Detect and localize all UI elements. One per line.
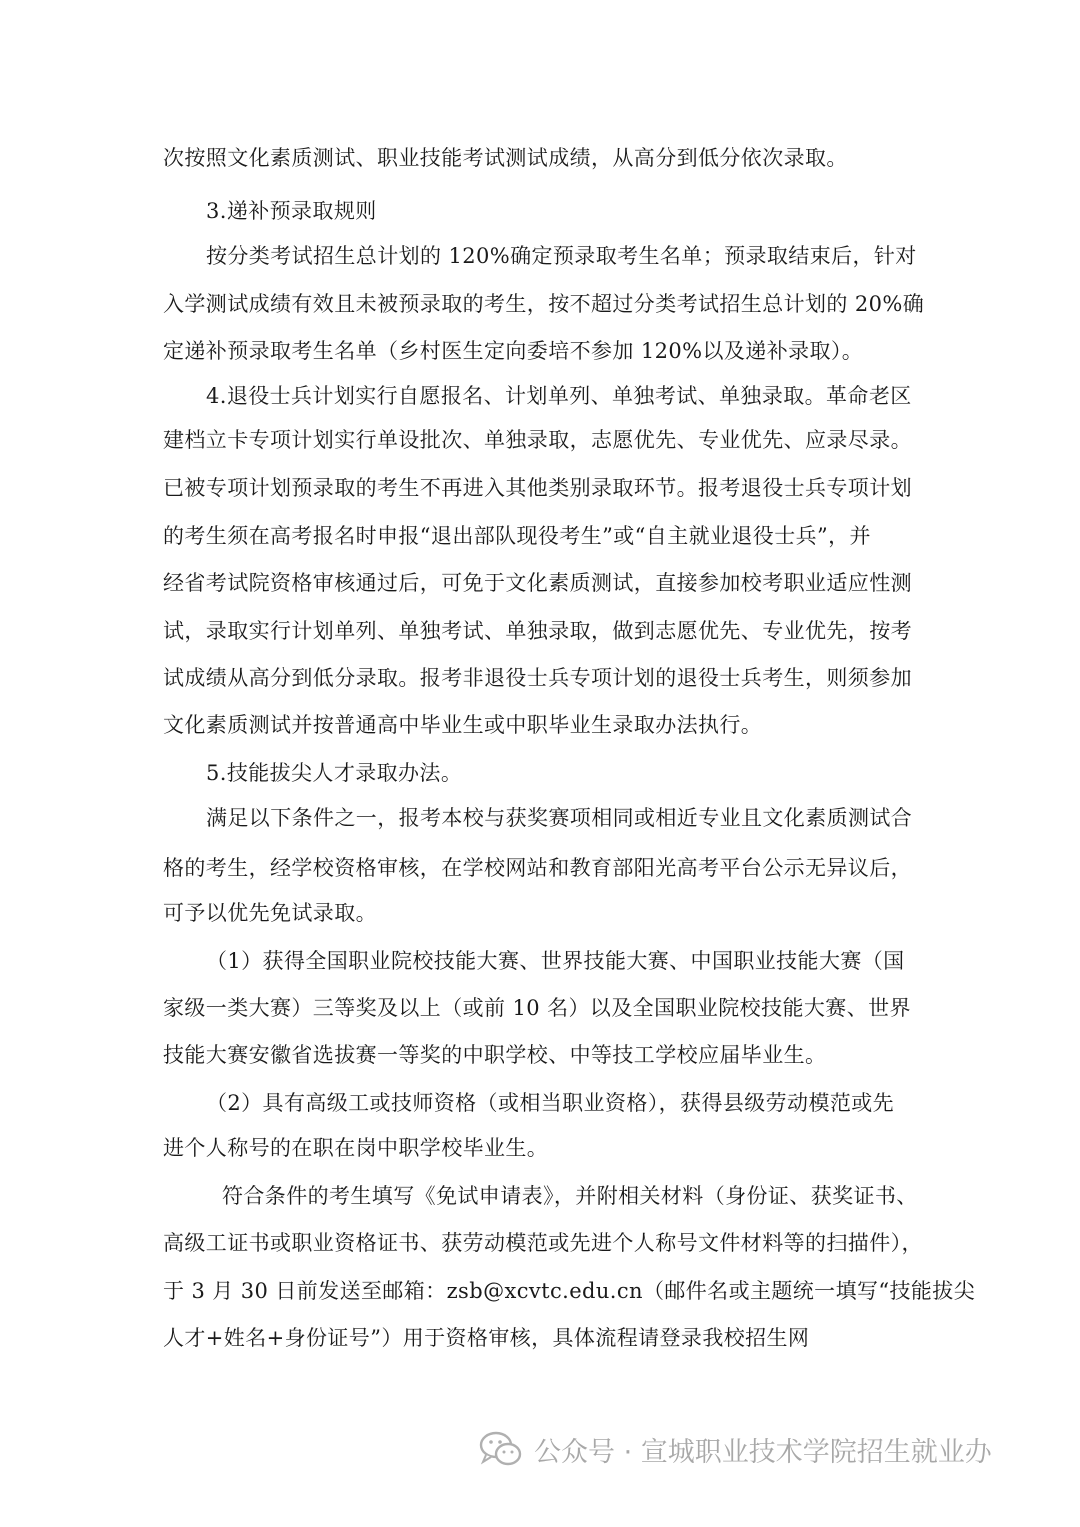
text-line: 建档立卡专项计划实行单设批次、单独录取，志愿优先、专业优先、应录尽录。 [163, 428, 912, 452]
text-line: 经省考试院资格审核通过后，可免于文化素质测试，直接参加校考职业适应性测 [163, 571, 912, 595]
text-line: 可予以优先免试录取。 [163, 901, 377, 925]
text-line: 人才+姓名+身份证号”）用于资格审核，具体流程请登录我校招生网 [163, 1326, 810, 1350]
text-line: 的考生须在高考报名时申报“退出部队现役考生”或“自主就业退役士兵”，并 [163, 524, 871, 548]
text-line: 试成绩从高分到低分录取。报考非退役士兵专项计划的退役士兵考生，则须参加 [163, 666, 912, 690]
text-line: 符合条件的考生填写《免试申请表》，并附相关材料（身份证、获奖证书、 [222, 1184, 918, 1208]
text-line: 次按照文化素质测试、职业技能考试测试成绩，从高分到低分依次录取。 [163, 146, 848, 170]
text-line: 格的考生，经学校资格审核，在学校网站和教育部阳光高考平台公示无异议后， [163, 856, 912, 880]
text-line: 于 3 月 30 日前发送至邮箱：zsb@xcvtc.edu.cn（邮件名或主题统一填写“技能拔尖 [163, 1279, 976, 1303]
watermark [478, 1426, 992, 1472]
text-line: 技能大赛安徽省选拔赛一等奖的中职学校、中等技工学校应届毕业生。 [163, 1043, 827, 1067]
text-line: 按分类考试招生总计划的 120%确定预录取考生名单；预录取结束后，针对 [206, 244, 917, 268]
section-heading: 3.递补预录取规则 [206, 199, 377, 223]
text-line: 试，录取实行计划单列、单独考试、单独录取，做到志愿优先、专业优先，按考 [163, 619, 912, 643]
text-line: （1）获得全国职业院校技能大赛、世界技能大赛、中国职业技能大赛（国 [206, 949, 905, 973]
text-line: （2）具有高级工或技师资格（或相当职业资格），获得县级劳动模范或先 [206, 1091, 895, 1115]
text-line: 文化素质测试并按普通高中毕业生或中职毕业生录取办法执行。 [163, 713, 763, 737]
watermark-text: 公众号 · 宣城职业技术学院招生就业办 [534, 1436, 992, 1468]
section-heading: 5.技能拔尖人才录取办法。 [206, 761, 463, 785]
text-line: 进个人称号的在职在岗中职学校毕业生。 [163, 1136, 549, 1160]
text-line: 高级工证书或职业资格证书、获劳动模范或先进个人称号文件材料等的扫描件）， [163, 1231, 923, 1255]
text-line: 家级一类大赛）三等奖及以上（或前 10 名）以及全国职业院校技能大赛、世界 [163, 996, 911, 1020]
wechat-icon [478, 1429, 524, 1469]
text-line: 已被专项计划预录取的考生不再进入其他类别录取环节。报考退役士兵专项计划 [163, 476, 912, 500]
text-line: 入学测试成绩有效且未被预录取的考生，按不超过分类考试招生总计划的 20%确 [163, 292, 925, 316]
text-line: 定递补预录取考生名单（乡村医生定向委培不参加 120%以及递补录取）。 [163, 339, 864, 363]
text-line: 满足以下条件之一，报考本校与获奖赛项相同或相近专业且文化素质测试合 [206, 806, 913, 830]
text-line: 4.退役士兵计划实行自愿报名、计划单列、单独考试、单独录取。革命老区 [206, 384, 912, 408]
